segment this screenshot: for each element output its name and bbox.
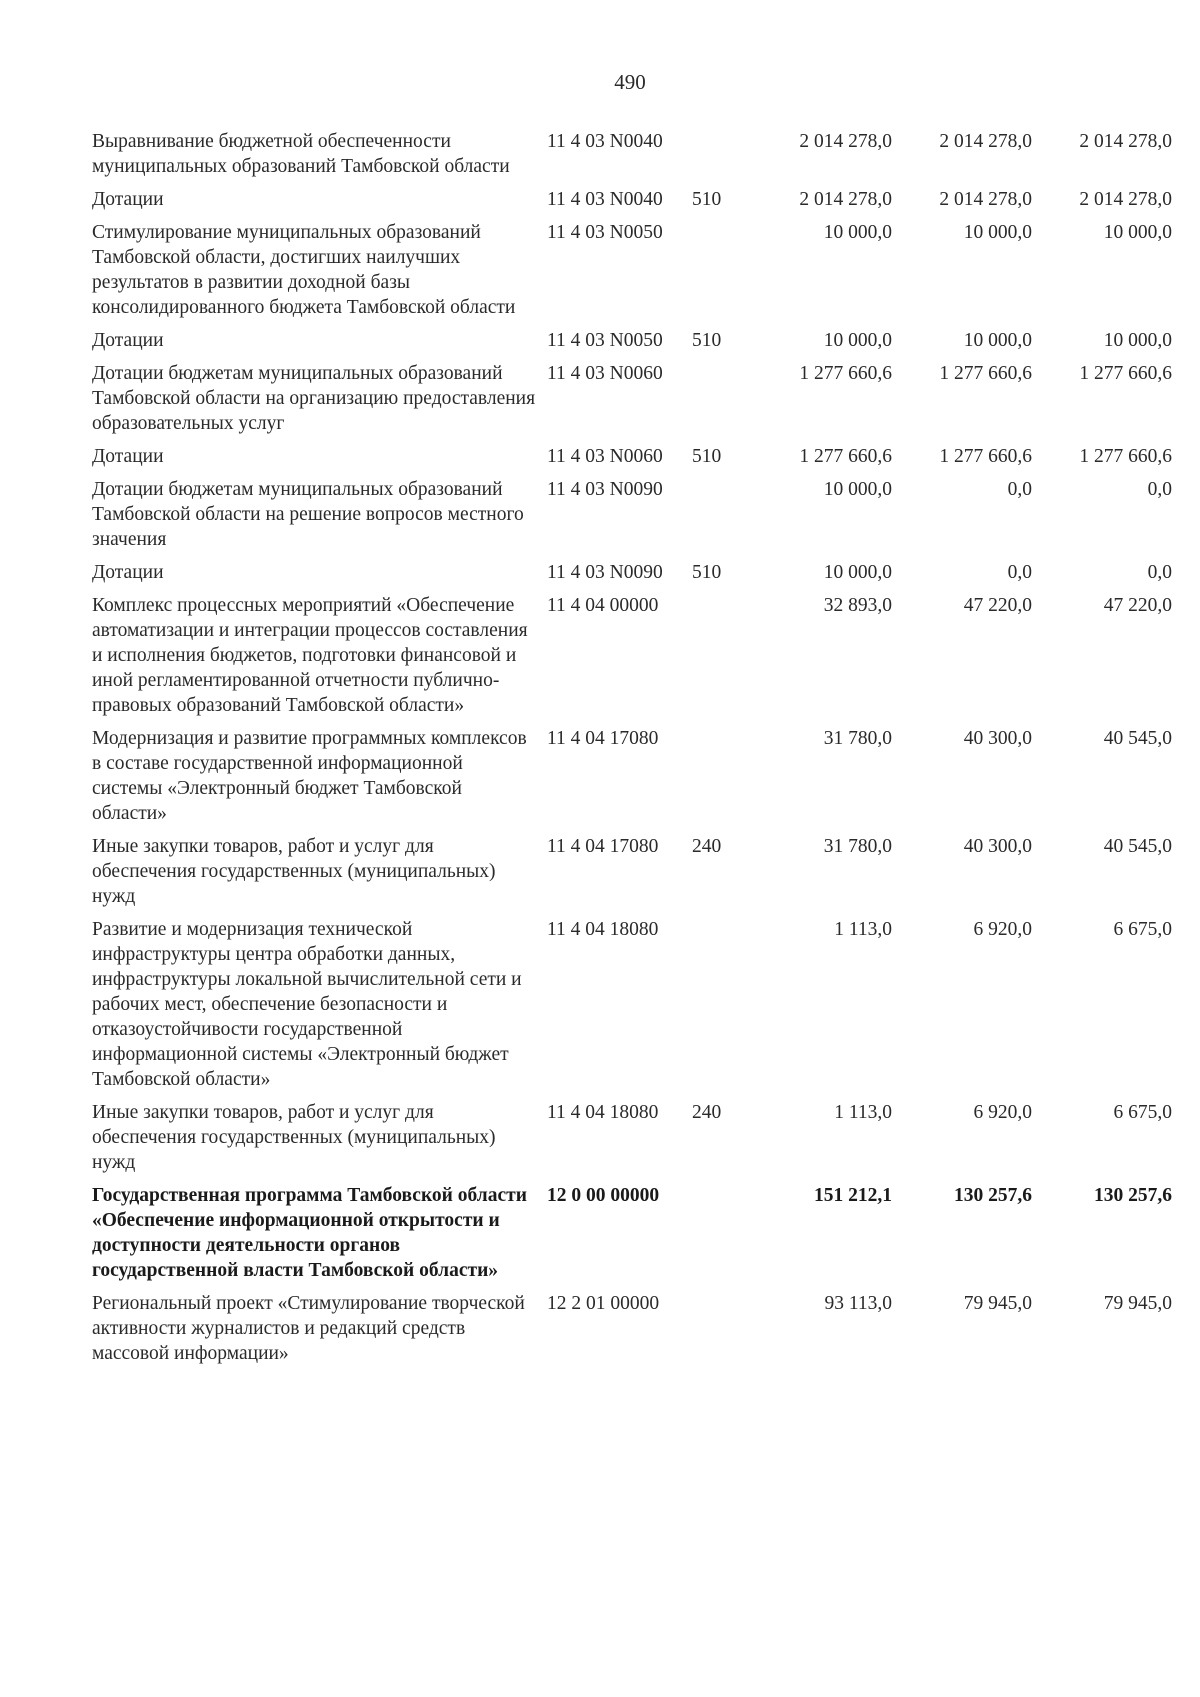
- table-row: [92, 358, 1172, 441]
- row-value-1: 93 113,0: [824, 1293, 892, 1314]
- row-code: 12 0 00 00000: [547, 1185, 660, 1206]
- budget-table: [92, 126, 1172, 1371]
- row-value-1: 1 277 660,6: [799, 446, 892, 467]
- row-expense-type: 510: [692, 189, 722, 210]
- row-name: Иные закупки товаров, работ и услуг для обеспечения государственных (муниципальных) нужд: [92, 836, 496, 907]
- row-value-2: 130 257,6: [954, 1185, 1032, 1206]
- row-value-3: 40 545,0: [1103, 728, 1172, 749]
- row-code: 11 4 03 N0040: [547, 131, 663, 152]
- row-value-2: 6 920,0: [973, 1102, 1032, 1123]
- table-row: [92, 217, 1172, 325]
- row-expense-type: [692, 217, 752, 325]
- table-row: [92, 1288, 1172, 1371]
- table-row: [92, 723, 1172, 831]
- row-value-3: 6 675,0: [1113, 919, 1172, 940]
- row-code: 11 4 04 18080: [547, 919, 659, 940]
- row-code: 11 4 04 17080: [547, 836, 659, 857]
- row-value-2: 1 277 660,6: [939, 446, 1032, 467]
- row-code: 11 4 03 N0040: [547, 189, 663, 210]
- table-row: [92, 184, 1172, 217]
- row-value-1: 32 893,0: [823, 595, 892, 616]
- row-code: 11 4 03 N0090: [547, 479, 663, 500]
- row-expense-type: [692, 590, 752, 723]
- row-value-2: 40 300,0: [963, 728, 1032, 749]
- row-value-3: 2 014 278,0: [1079, 131, 1172, 152]
- row-name: Комплекс процессных мероприятий «Обеспечение автоматизации и интеграции процессов составления и исполнения бюджетов, подготовки финансовой и иной регламентированной отчетности публично-правовых образований Тамбовской области»: [92, 595, 528, 716]
- table-row: [92, 474, 1172, 557]
- row-value-2: 79 945,0: [963, 1293, 1032, 1314]
- row-name: Развитие и модернизация технической инфраструктуры центра обработки данных, инфраструктуры локальной вычислительной сети и рабочих мест, обеспечение безопасности и отказоустойчивости государственной информационной системы «Электронный бюджет Тамбовской области»: [92, 919, 522, 1090]
- row-code: 11 4 04 00000: [547, 595, 659, 616]
- row-value-1: 2 014 278,0: [799, 189, 892, 210]
- row-value-3: 1 277 660,6: [1079, 446, 1172, 467]
- row-value-1: 31 780,0: [823, 728, 892, 749]
- row-name: Дотации: [92, 330, 164, 351]
- row-value-2: 2 014 278,0: [939, 189, 1032, 210]
- table-row: [92, 914, 1172, 1097]
- row-value-2: 10 000,0: [963, 222, 1032, 243]
- row-expense-type: [692, 474, 752, 557]
- table-row: [92, 126, 1172, 184]
- row-expense-type: [692, 1288, 752, 1371]
- row-value-1: 10 000,0: [823, 330, 892, 351]
- row-code: 11 4 03 N0050: [547, 222, 663, 243]
- row-value-3: 2 014 278,0: [1079, 189, 1172, 210]
- row-value-3: 47 220,0: [1103, 595, 1172, 616]
- row-name: Дотации бюджетам муниципальных образований Тамбовской области на решение вопросов местного значения: [92, 479, 524, 550]
- row-value-2: 1 277 660,6: [939, 363, 1032, 384]
- table-row: [92, 1180, 1172, 1288]
- row-value-3: 1 277 660,6: [1079, 363, 1172, 384]
- row-code: 11 4 03 N0060: [547, 446, 663, 467]
- row-expense-type: [692, 914, 752, 1097]
- row-value-3: 0,0: [1147, 562, 1172, 583]
- row-value-2: 40 300,0: [963, 836, 1032, 857]
- row-name: Иные закупки товаров, работ и услуг для обеспечения государственных (муниципальных) нужд: [92, 1102, 496, 1173]
- row-name: Выравнивание бюджетной обеспеченности муниципальных образований Тамбовской области: [92, 131, 510, 177]
- row-expense-type: 240: [692, 1102, 722, 1123]
- table-row: [92, 831, 1172, 914]
- row-code: 12 2 01 00000: [547, 1293, 660, 1314]
- row-expense-type: 510: [692, 330, 722, 351]
- row-code: 11 4 03 N0050: [547, 330, 663, 351]
- row-expense-type: 510: [692, 446, 722, 467]
- row-value-1: 31 780,0: [823, 836, 892, 857]
- row-value-2: 0,0: [1007, 562, 1032, 583]
- row-value-3: 6 675,0: [1113, 1102, 1172, 1123]
- row-value-2: 47 220,0: [963, 595, 1032, 616]
- row-expense-type: [692, 358, 752, 441]
- row-code: 11 4 03 N0090: [547, 562, 663, 583]
- row-value-1: 2 014 278,0: [799, 131, 892, 152]
- row-name: Региональный проект «Стимулирование творческой активности журналистов и редакций средств массовой информации»: [92, 1293, 525, 1364]
- row-value-1: 1 113,0: [834, 919, 892, 940]
- row-value-2: 10 000,0: [963, 330, 1032, 351]
- row-value-1: 1 113,0: [834, 1102, 892, 1123]
- table-row: [92, 325, 1172, 358]
- row-name: Дотации: [92, 189, 164, 210]
- page-number: 490: [614, 70, 646, 94]
- row-name: Государственная программа Тамбовской области «Обеспечение информационной открытости и доступности деятельности органов государственной власти Тамбовской области»: [92, 1185, 527, 1281]
- row-code: 11 4 03 N0060: [547, 363, 663, 384]
- row-value-2: 6 920,0: [973, 919, 1032, 940]
- row-value-3: 79 945,0: [1103, 1293, 1172, 1314]
- table-row: [92, 1097, 1172, 1180]
- row-value-1: 10 000,0: [823, 479, 892, 500]
- row-name: Дотации бюджетам муниципальных образований Тамбовской области на организацию предоставления образовательных услуг: [92, 363, 536, 434]
- row-value-3: 130 257,6: [1094, 1185, 1172, 1206]
- row-expense-type: [692, 1180, 752, 1288]
- row-value-1: 10 000,0: [823, 222, 892, 243]
- row-expense-type: [692, 126, 752, 184]
- row-value-3: 10 000,0: [1103, 330, 1172, 351]
- table-row: [92, 590, 1172, 723]
- row-code: 11 4 04 18080: [547, 1102, 659, 1123]
- table-row: [92, 441, 1172, 474]
- row-name: Дотации: [92, 446, 164, 467]
- table-row: [92, 557, 1172, 590]
- row-code: 11 4 04 17080: [547, 728, 659, 749]
- row-value-1: 151 212,1: [814, 1185, 892, 1206]
- row-expense-type: [692, 723, 752, 831]
- row-expense-type: 240: [692, 836, 722, 857]
- row-value-2: 2 014 278,0: [939, 131, 1032, 152]
- row-value-3: 0,0: [1147, 479, 1172, 500]
- row-value-1: 1 277 660,6: [799, 363, 892, 384]
- row-value-3: 40 545,0: [1103, 836, 1172, 857]
- row-expense-type: 510: [692, 562, 722, 583]
- table-body: [92, 126, 1172, 1371]
- row-name: Дотации: [92, 562, 164, 583]
- row-name: Стимулирование муниципальных образований Тамбовской области, достигших наилучших результатов в развитии доходной базы консолидированного бюджета Тамбовской области: [92, 222, 516, 318]
- row-name: Модернизация и развитие программных комплексов в составе государственной информационной системы «Электронный бюджет Тамбовской области»: [92, 728, 527, 824]
- row-value-1: 10 000,0: [823, 562, 892, 583]
- row-value-2: 0,0: [1007, 479, 1032, 500]
- row-value-3: 10 000,0: [1103, 222, 1172, 243]
